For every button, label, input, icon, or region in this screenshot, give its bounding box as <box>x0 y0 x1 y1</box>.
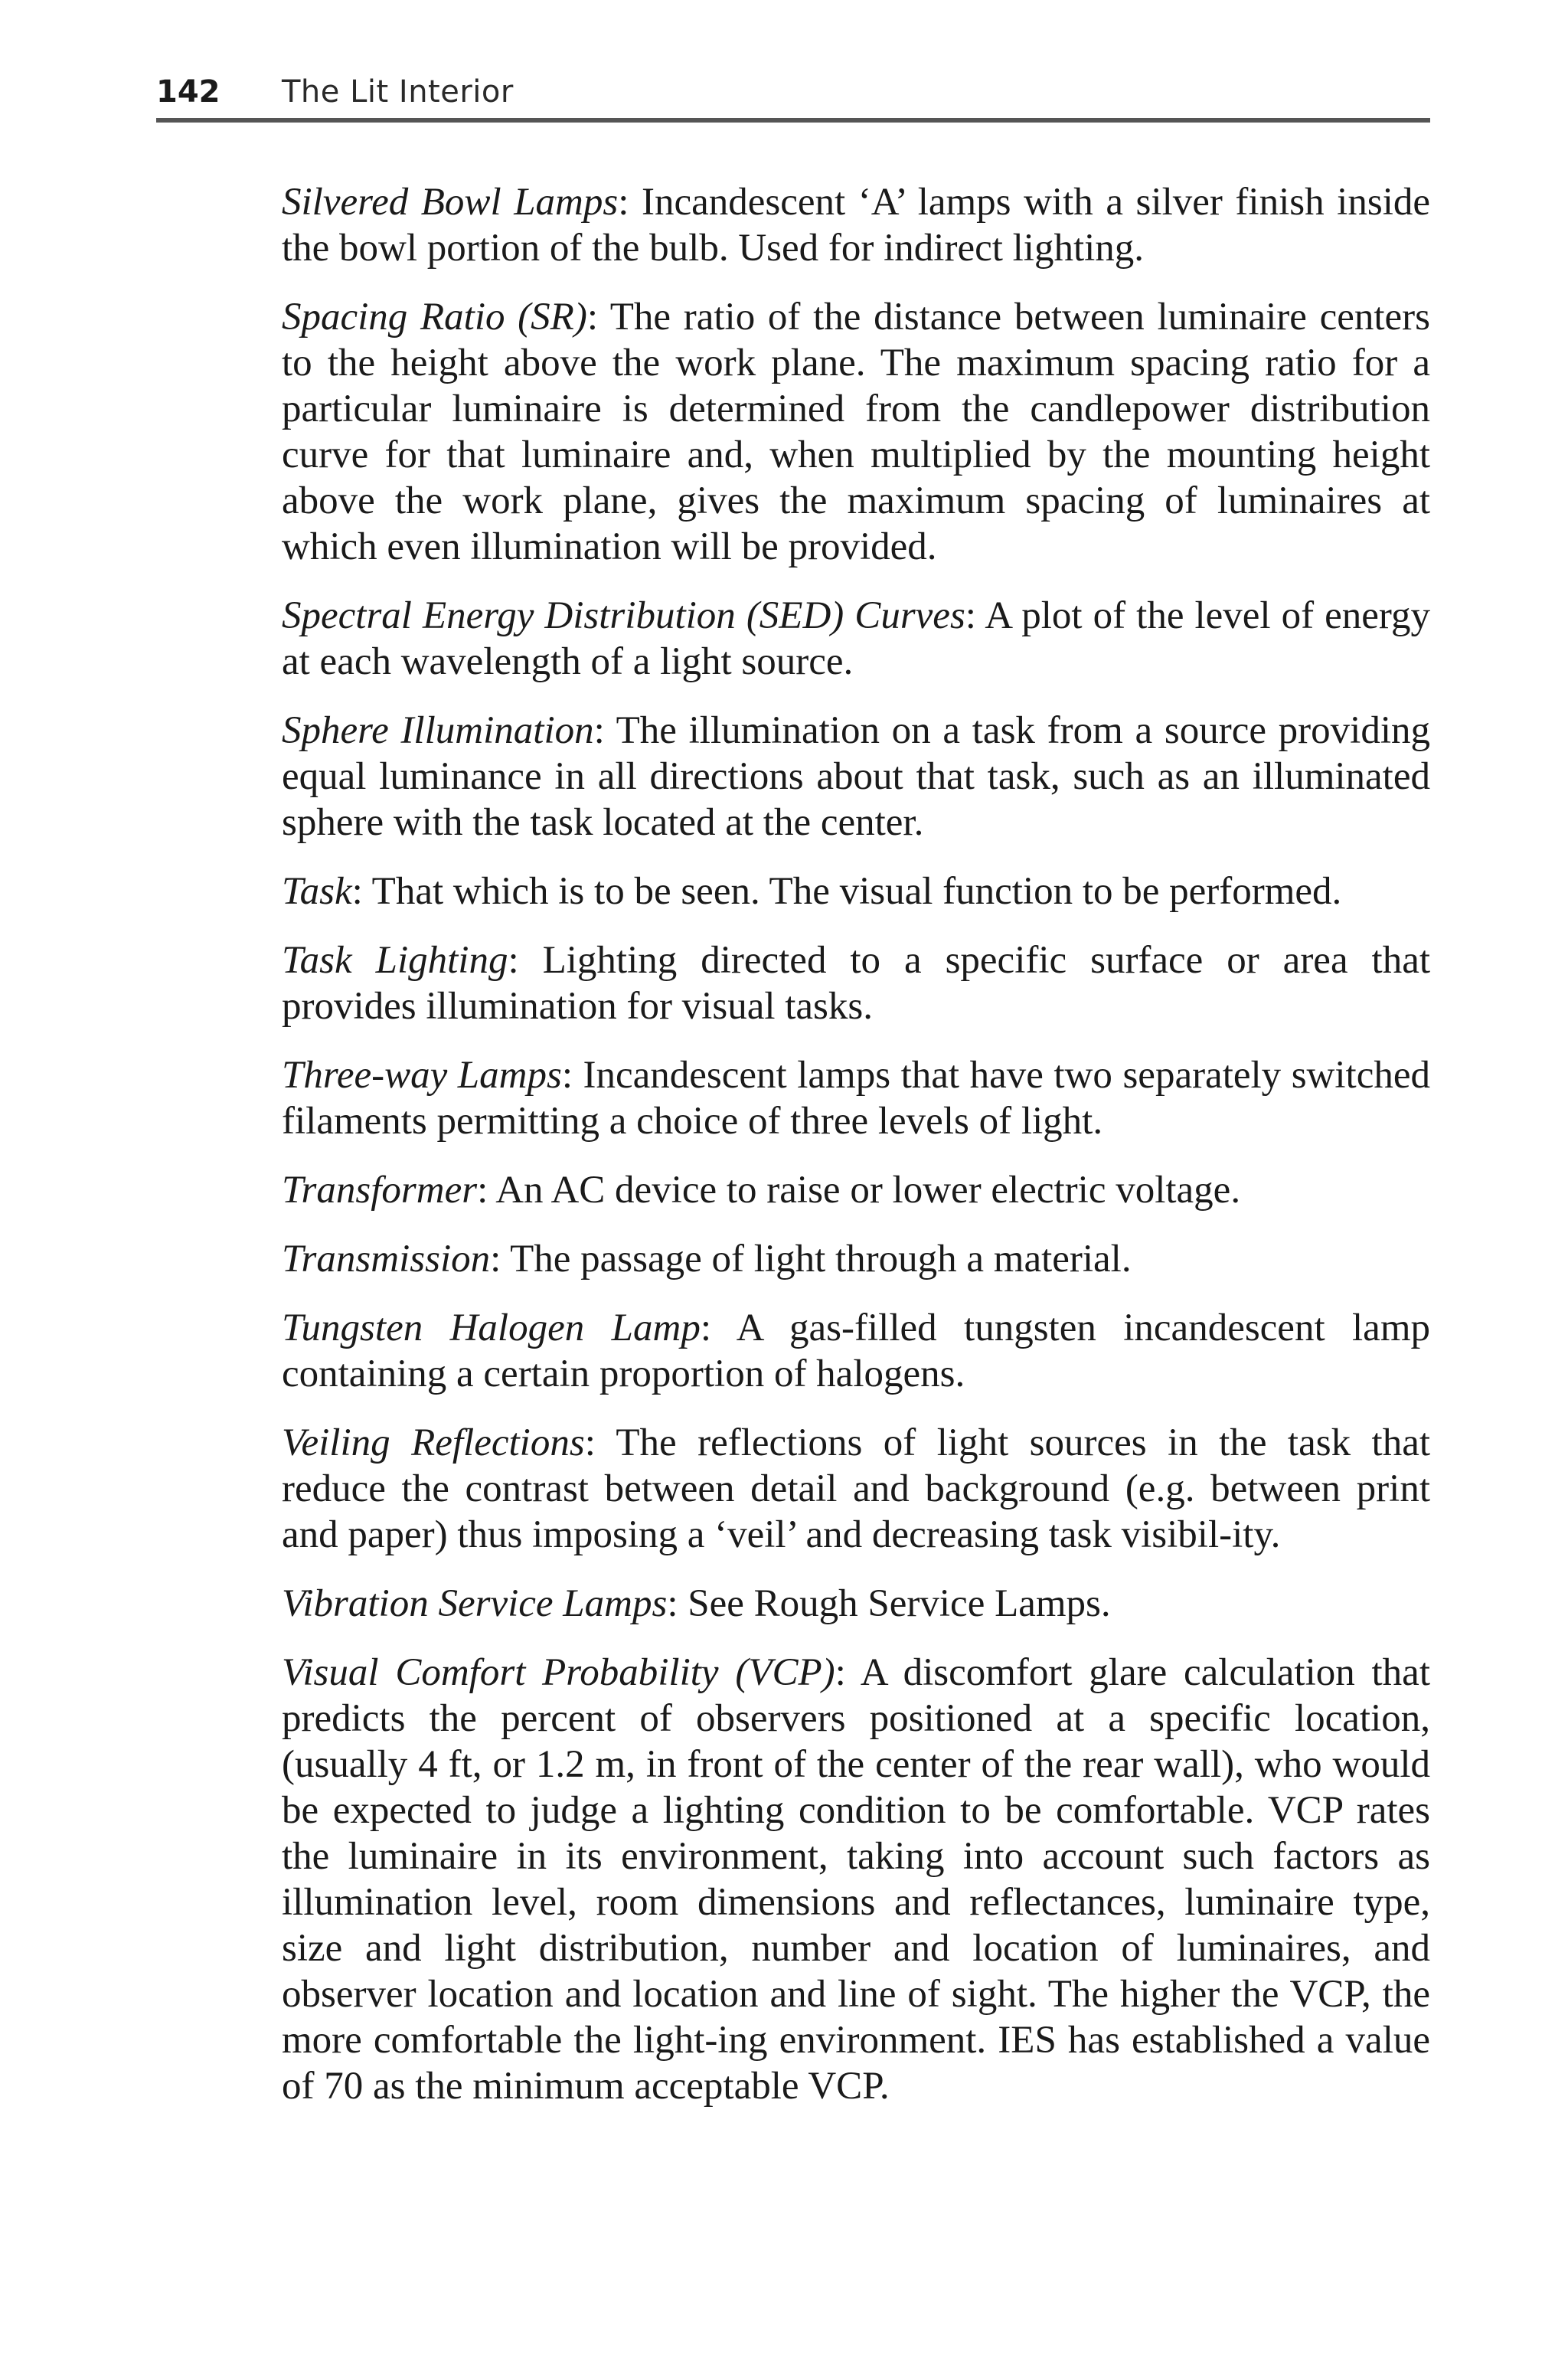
glossary-entry-spacing-ratio: Spacing Ratio (SR): The ratio of the distance between luminaire centers to the height above the work plane. The maximum spacing ratio for a particular luminaire is determined from the candlepower distribution curve for that luminaire and, when multiplied by the mounting height above the work plane, gives the maximum spacing of luminaires at which even illumination will be provided. <box>282 296 1431 568</box>
glossary-term: Spectral Energy Distribution (SED) Curves <box>282 594 965 637</box>
glossary-term: Transmission <box>282 1238 491 1281</box>
glossary-definition: Incandescent lamps that have two separately switched filaments permitting a choice of three levels of light. <box>282 1054 1430 1143</box>
glossary-definition: The illumination on a task from a source providing equal luminance in all directions about that task, such as an illuminated sphere with the task located at the center. <box>282 709 1431 844</box>
glossary-entry-veiling-reflections: Veiling Reflections: The reflections of light sources in the task that reduce the contrast between detail and background (e.g. between print and paper) thus imposing a ‘veil’ and decreasing task visibil-ity. <box>282 1421 1431 1556</box>
glossary-definition: A plot of the level of energy at each wavelength of a light source. <box>282 594 1430 683</box>
glossary-entry-task-lighting: Task Lighting: Lighting directed to a specific surface or area that provides illumination for visual tasks. <box>282 939 1430 1028</box>
glossary-definition: A gas-filled tungsten incandescent lamp containing a certain proportion of halogens. <box>282 1307 1430 1395</box>
glossary-definition: A discomfort glare calculation that predicts the percent of observers positioned at a specific location, (usually 4 ft, or 1.2 m, in front of the center of the rear wall), who would be expected to judge a lighting condition to be comfortable. VCP rates the luminaire in its environment, taking into account such factors as illumination level, room dimensions and reflectances, luminaire type, size and light distribution, number and location of luminaires, and observer location and location and line of sight. The higher the VCP, the more comfortable the light-ing environment. IES has established a value of 70 as the minimum acceptable VCP. <box>282 1651 1430 2108</box>
page-number: 142 <box>156 74 220 110</box>
glossary-term: Transformer <box>282 1169 478 1212</box>
glossary-entry-task: Task: That which is to be seen. The visual function to be performed. <box>282 870 1342 913</box>
glossary-entry-tungsten-halogen-lamp: Tungsten Halogen Lamp: A gas-filled tungsten incandescent lamp containing a certain proportion of halogens. <box>282 1307 1430 1395</box>
glossary-term: Tungsten Halogen Lamp <box>282 1307 701 1349</box>
glossary-term: Three-way Lamps <box>282 1054 562 1097</box>
glossary-entry-transmission: Transmission: The passage of light through a material. <box>282 1238 1132 1281</box>
glossary-definition: An AC device to raise or lower electric voltage. <box>495 1169 1241 1212</box>
glossary-entry-sphere-illumination: Sphere Illumination: The illumination on a task from a source providing equal luminance in all directions about that task, such as an illuminated sphere with the task located at the center. <box>282 709 1431 844</box>
glossary-definition: Lighting directed to a specific surface or area that provides illumination for visual tasks. <box>282 939 1430 1028</box>
glossary-term: Task Lighting <box>282 939 508 982</box>
glossary-entry-visual-comfort-probability: Visual Comfort Probability (VCP): A discomfort glare calculation that predicts the percent of observers positioned at a specific location, (usually 4 ft, or 1.2 m, in front of the center of the rear wall), who would be expected to judge a lighting condition to be comfortable. VCP rates the luminaire in its environment, taking into account such factors as illumination level, room dimensions and reflectances, luminaire type, size and light distribution, number and location of luminaires, and observer location and location and line of sight. The higher the VCP, the more comfortable the light-ing environment. IES has established a value of 70 as the minimum acceptable VCP. <box>282 1651 1430 2108</box>
glossary-definition: The reflections of light sources in the task that reduce the contrast between detail and background (e.g. between print and paper) thus imposing a ‘veil’ and decreasing task visibil-ity. <box>282 1421 1431 1556</box>
running-title: The Lit Interior <box>282 74 514 110</box>
glossary-term: Visual Comfort Probability (VCP) <box>282 1651 835 1694</box>
glossary-entry-silvered-bowl-lamps: Silvered Bowl Lamps: Incandescent ‘A’ lamps with a silver finish inside the bowl portion of the bulb. Used for indirect lighting. <box>282 181 1431 270</box>
header-rule <box>156 118 1430 123</box>
glossary-entry-transformer: Transformer: An AC device to raise or lower electric voltage. <box>282 1169 1241 1212</box>
page-header <box>156 70 1430 119</box>
glossary-term: Task <box>282 870 352 913</box>
glossary-entry-three-way-lamps: Three-way Lamps: Incandescent lamps that have two separately switched filaments permitting a choice of three levels of light. <box>282 1054 1430 1143</box>
glossary-definition: That which is to be seen. The visual function to be performed. <box>371 870 1342 913</box>
glossary-entry-vibration-service-lamps: Vibration Service Lamps: See Rough Service Lamps. <box>282 1582 1111 1625</box>
glossary-term: Spacing Ratio (SR) <box>282 296 587 339</box>
glossary-definition: Incandescent ‘A’ lamps with a silver finish inside the bowl portion of the bulb. Used for indirect lighting. <box>282 181 1431 270</box>
glossary-definition: See Rough Service Lamps. <box>688 1582 1111 1625</box>
glossary-term: Sphere Illumination <box>282 709 594 752</box>
glossary-term: Silvered Bowl Lamps <box>282 181 619 224</box>
glossary-list <box>282 179 1430 2132</box>
glossary-term: Vibration Service Lamps <box>282 1582 668 1625</box>
glossary-entry-spectral-energy-distribution: Spectral Energy Distribution (SED) Curves: A plot of the level of energy at each wavelength of a light source. <box>282 594 1430 683</box>
glossary-definition: The ratio of the distance between luminaire centers to the height above the work plane. The maximum spacing ratio for a particular luminaire is determined from the candlepower distribution curve for that luminaire and, when multiplied by the mounting height above the work plane, gives the maximum spacing of luminaires at which even illumination will be provided. <box>282 296 1431 568</box>
glossary-definition: The passage of light through a material. <box>510 1238 1132 1281</box>
glossary-term: Veiling Reflections <box>282 1421 585 1464</box>
